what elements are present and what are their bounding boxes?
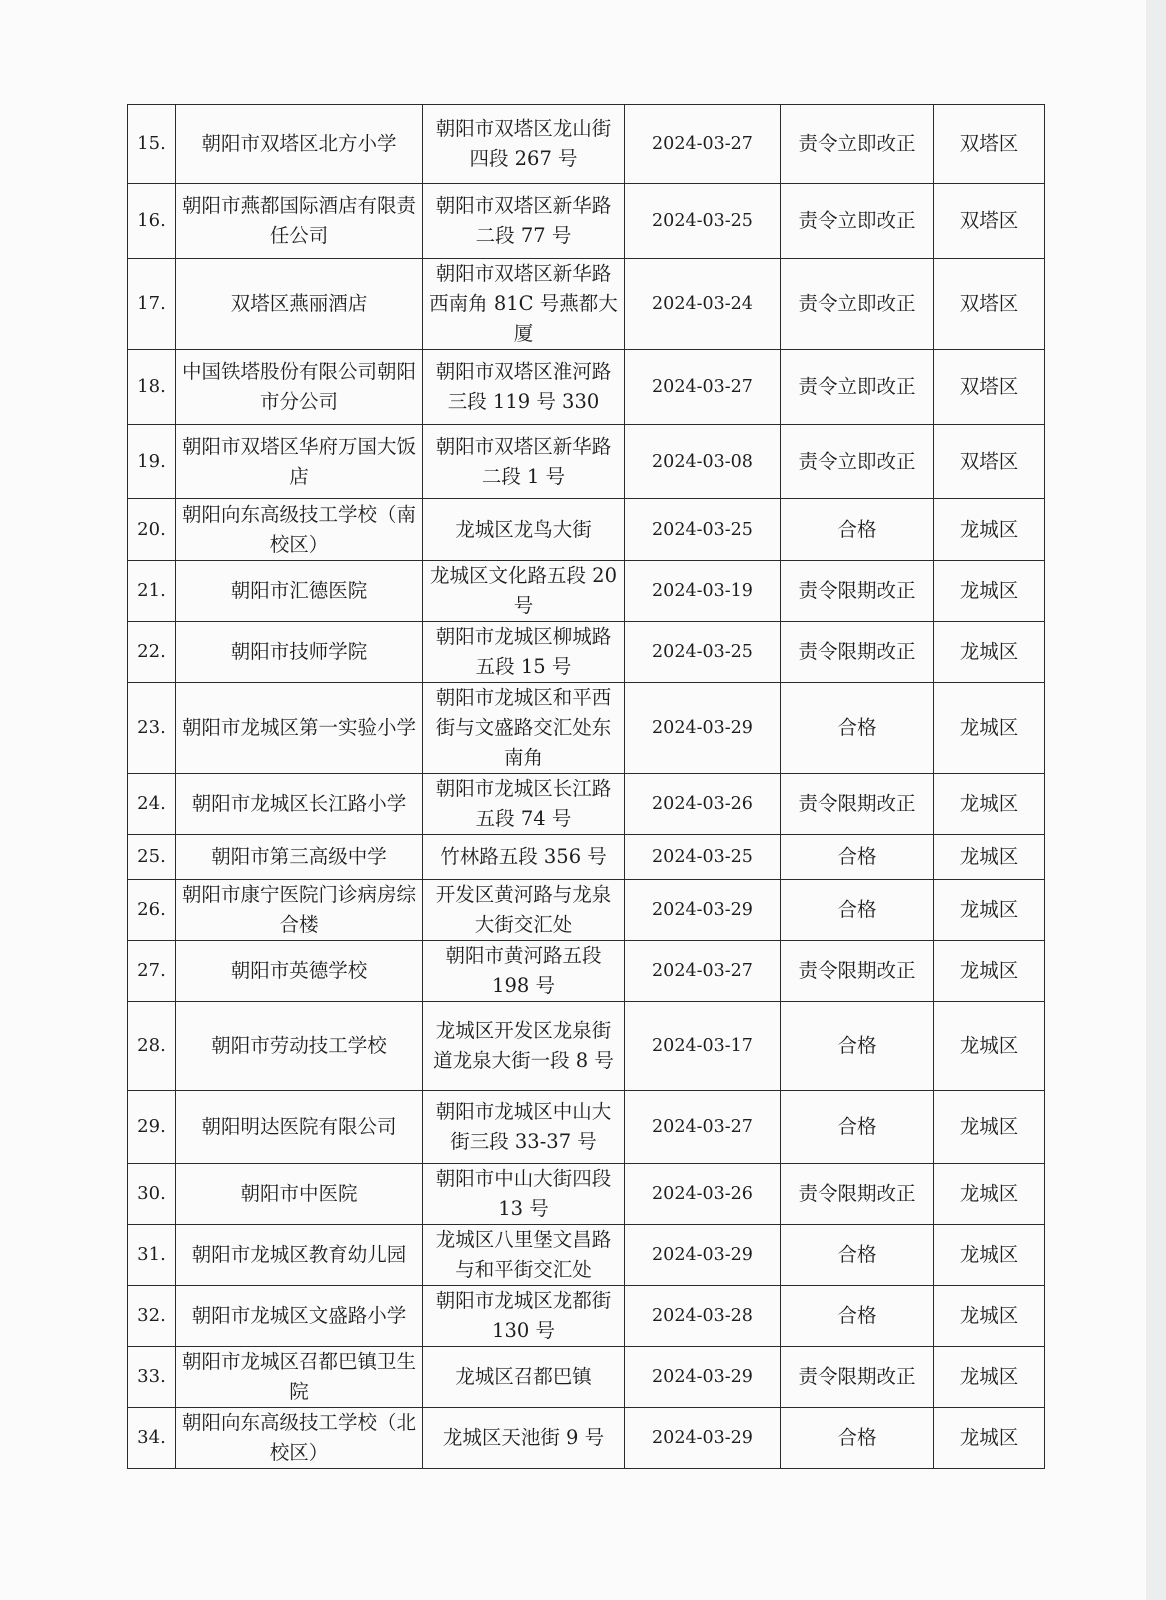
- unit-address: 朝阳市双塔区新华路二段 1 号: [423, 425, 625, 499]
- inspection-date: 2024-03-24: [625, 259, 781, 350]
- inspection-date: 2024-03-25: [625, 835, 781, 880]
- unit-name: 朝阳明达医院有限公司: [176, 1091, 423, 1164]
- row-number: 16.: [128, 184, 176, 259]
- unit-address: 朝阳市龙城区中山大街三段 33-37 号: [423, 1091, 625, 1164]
- row-number: 19.: [128, 425, 176, 499]
- inspection-result: 合格: [781, 1225, 934, 1286]
- row-number: 22.: [128, 622, 176, 683]
- table-row: [128, 1164, 1045, 1225]
- inspection-date: 2024-03-25: [625, 622, 781, 683]
- inspection-date: 2024-03-27: [625, 941, 781, 1002]
- row-number: 25.: [128, 835, 176, 880]
- inspection-table: [127, 104, 1045, 1469]
- row-number: 23.: [128, 683, 176, 774]
- table-row: [128, 1091, 1045, 1164]
- district-name: 龙城区: [934, 1002, 1045, 1091]
- unit-address: 朝阳市双塔区新华路西南角 81C 号燕都大厦: [423, 259, 625, 350]
- district-name: 龙城区: [934, 1408, 1045, 1469]
- table-row: [128, 774, 1045, 835]
- unit-name: 朝阳市劳动技工学校: [176, 1002, 423, 1091]
- unit-name: 朝阳市燕都国际酒店有限责任公司: [176, 184, 423, 259]
- unit-name: 朝阳市双塔区华府万国大饭店: [176, 425, 423, 499]
- row-number: 32.: [128, 1286, 176, 1347]
- unit-address: 朝阳市双塔区龙山街四段 267 号: [423, 105, 625, 184]
- district-name: 龙城区: [934, 1347, 1045, 1408]
- inspection-result: 合格: [781, 1408, 934, 1469]
- inspection-result: 责令限期改正: [781, 1347, 934, 1408]
- inspection-result: 责令立即改正: [781, 105, 934, 184]
- row-number: 28.: [128, 1002, 176, 1091]
- table-row: [128, 499, 1045, 561]
- district-name: 双塔区: [934, 184, 1045, 259]
- inspection-result: 责令限期改正: [781, 622, 934, 683]
- table-row: [128, 1002, 1045, 1091]
- unit-name: 朝阳市龙城区长江路小学: [176, 774, 423, 835]
- table-row: [128, 622, 1045, 683]
- inspection-date: 2024-03-29: [625, 880, 781, 941]
- inspection-result: 责令限期改正: [781, 774, 934, 835]
- district-name: 双塔区: [934, 259, 1045, 350]
- table-row: [128, 1286, 1045, 1347]
- inspection-date: 2024-03-19: [625, 561, 781, 622]
- table-row: [128, 941, 1045, 1002]
- table-body: [128, 105, 1045, 1469]
- district-name: 龙城区: [934, 622, 1045, 683]
- inspection-result: 责令立即改正: [781, 425, 934, 499]
- table-row: [128, 1347, 1045, 1408]
- unit-address: 龙城区文化路五段 20 号: [423, 561, 625, 622]
- unit-address: 龙城区开发区龙泉街道龙泉大街一段 8 号: [423, 1002, 625, 1091]
- row-number: 31.: [128, 1225, 176, 1286]
- row-number: 27.: [128, 941, 176, 1002]
- table-row: [128, 259, 1045, 350]
- district-name: 龙城区: [934, 941, 1045, 1002]
- unit-name: 双塔区燕丽酒店: [176, 259, 423, 350]
- inspection-result: 合格: [781, 1286, 934, 1347]
- table-row: [128, 105, 1045, 184]
- unit-address: 龙城区八里堡文昌路与和平街交汇处: [423, 1225, 625, 1286]
- inspection-date: 2024-03-25: [625, 184, 781, 259]
- table-row: [128, 350, 1045, 425]
- inspection-result: 责令立即改正: [781, 184, 934, 259]
- unit-address: 朝阳市双塔区淮河路三段 119 号 330: [423, 350, 625, 425]
- inspection-result: 合格: [781, 880, 934, 941]
- unit-address: 朝阳市龙城区长江路五段 74 号: [423, 774, 625, 835]
- unit-name: 朝阳市英德学校: [176, 941, 423, 1002]
- unit-address: 朝阳市中山大街四段 13 号: [423, 1164, 625, 1225]
- unit-address: 龙城区龙鸟大街: [423, 499, 625, 561]
- unit-name: 朝阳向东高级技工学校（南校区）: [176, 499, 423, 561]
- unit-name: 朝阳市龙城区教育幼儿园: [176, 1225, 423, 1286]
- row-number: 34.: [128, 1408, 176, 1469]
- district-name: 龙城区: [934, 1164, 1045, 1225]
- district-name: 龙城区: [934, 683, 1045, 774]
- inspection-date: 2024-03-17: [625, 1002, 781, 1091]
- unit-name: 朝阳市康宁医院门诊病房综合楼: [176, 880, 423, 941]
- row-number: 15.: [128, 105, 176, 184]
- unit-name: 中国铁塔股份有限公司朝阳市分公司: [176, 350, 423, 425]
- inspection-date: 2024-03-29: [625, 1408, 781, 1469]
- inspection-result: 合格: [781, 1002, 934, 1091]
- table-row: [128, 1225, 1045, 1286]
- row-number: 30.: [128, 1164, 176, 1225]
- unit-name: 朝阳市中医院: [176, 1164, 423, 1225]
- inspection-date: 2024-03-27: [625, 105, 781, 184]
- unit-name: 朝阳市双塔区北方小学: [176, 105, 423, 184]
- unit-address: 朝阳市黄河路五段 198 号: [423, 941, 625, 1002]
- row-number: 33.: [128, 1347, 176, 1408]
- unit-name: 朝阳市龙城区第一实验小学: [176, 683, 423, 774]
- unit-name: 朝阳市龙城区召都巴镇卫生院: [176, 1347, 423, 1408]
- district-name: 双塔区: [934, 425, 1045, 499]
- inspection-result: 责令限期改正: [781, 941, 934, 1002]
- row-number: 18.: [128, 350, 176, 425]
- district-name: 龙城区: [934, 1286, 1045, 1347]
- inspection-result: 责令立即改正: [781, 350, 934, 425]
- row-number: 26.: [128, 880, 176, 941]
- inspection-date: 2024-03-26: [625, 774, 781, 835]
- inspection-date: 2024-03-26: [625, 1164, 781, 1225]
- inspection-date: 2024-03-27: [625, 1091, 781, 1164]
- district-name: 龙城区: [934, 1091, 1045, 1164]
- row-number: 20.: [128, 499, 176, 561]
- inspection-result: 合格: [781, 499, 934, 561]
- inspection-date: 2024-03-25: [625, 499, 781, 561]
- unit-name: 朝阳市第三高级中学: [176, 835, 423, 880]
- unit-address: 朝阳市龙城区龙都街 130 号: [423, 1286, 625, 1347]
- district-name: 龙城区: [934, 774, 1045, 835]
- inspection-result: 责令限期改正: [781, 1164, 934, 1225]
- unit-address: 龙城区召都巴镇: [423, 1347, 625, 1408]
- unit-name: 朝阳市技师学院: [176, 622, 423, 683]
- district-name: 龙城区: [934, 499, 1045, 561]
- table-row: [128, 835, 1045, 880]
- inspection-date: 2024-03-27: [625, 350, 781, 425]
- table-row: [128, 1408, 1045, 1469]
- district-name: 龙城区: [934, 561, 1045, 622]
- row-number: 17.: [128, 259, 176, 350]
- inspection-date: 2024-03-29: [625, 1225, 781, 1286]
- table-row: [128, 425, 1045, 499]
- unit-name: 朝阳向东高级技工学校（北校区）: [176, 1408, 423, 1469]
- inspection-result: 合格: [781, 683, 934, 774]
- inspection-result: 责令限期改正: [781, 561, 934, 622]
- district-name: 龙城区: [934, 835, 1045, 880]
- district-name: 双塔区: [934, 105, 1045, 184]
- row-number: 21.: [128, 561, 176, 622]
- table-row: [128, 184, 1045, 259]
- unit-address: 朝阳市龙城区柳城路五段 15 号: [423, 622, 625, 683]
- table-row: [128, 880, 1045, 941]
- inspection-result: 合格: [781, 835, 934, 880]
- inspection-result: 合格: [781, 1091, 934, 1164]
- table-row: [128, 561, 1045, 622]
- district-name: 龙城区: [934, 1225, 1045, 1286]
- unit-name: 朝阳市汇德医院: [176, 561, 423, 622]
- inspection-date: 2024-03-29: [625, 683, 781, 774]
- row-number: 29.: [128, 1091, 176, 1164]
- unit-address: 开发区黄河路与龙泉大街交汇处: [423, 880, 625, 941]
- table-row: [128, 683, 1045, 774]
- district-name: 龙城区: [934, 880, 1045, 941]
- unit-address: 朝阳市双塔区新华路二段 77 号: [423, 184, 625, 259]
- unit-name: 朝阳市龙城区文盛路小学: [176, 1286, 423, 1347]
- unit-address: 朝阳市龙城区和平西街与文盛路交汇处东南角: [423, 683, 625, 774]
- inspection-date: 2024-03-29: [625, 1347, 781, 1408]
- row-number: 24.: [128, 774, 176, 835]
- unit-address: 竹林路五段 356 号: [423, 835, 625, 880]
- inspection-date: 2024-03-28: [625, 1286, 781, 1347]
- unit-address: 龙城区天池街 9 号: [423, 1408, 625, 1469]
- inspection-date: 2024-03-08: [625, 425, 781, 499]
- inspection-result: 责令立即改正: [781, 259, 934, 350]
- district-name: 双塔区: [934, 350, 1045, 425]
